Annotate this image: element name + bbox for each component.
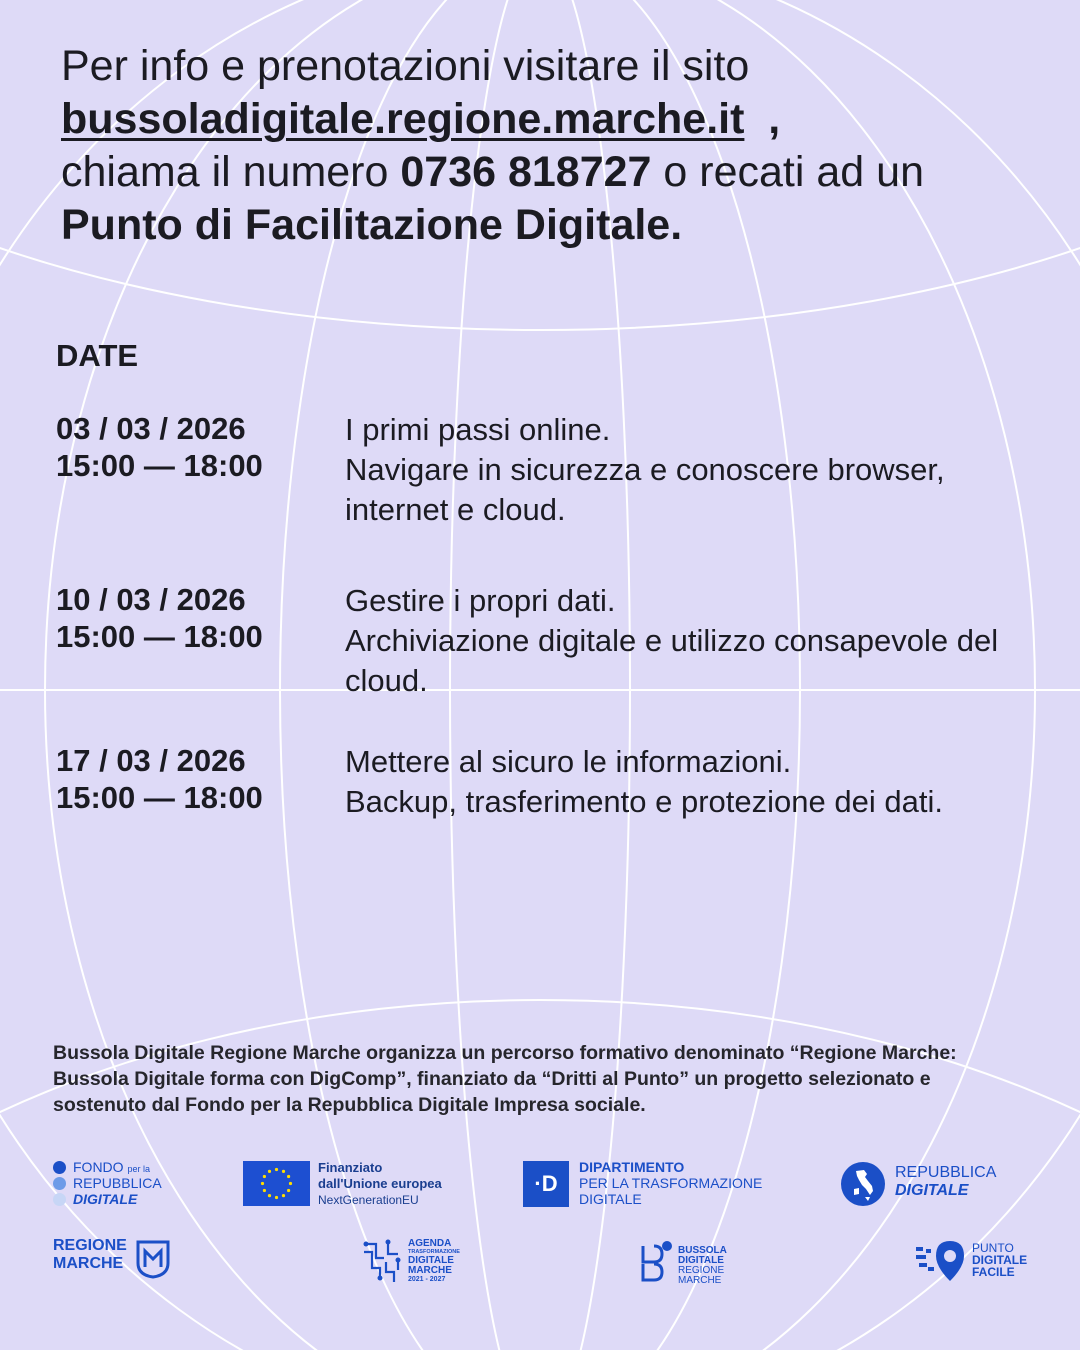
phone-number[interactable]: 0736 818727 — [400, 148, 652, 196]
eu-line1: Finanziato — [318, 1160, 383, 1175]
website-suffix: , — [744, 95, 781, 143]
session-what — [345, 581, 1035, 701]
fondo-line3: DIGITALE — [73, 1191, 138, 1207]
punto-line2: DIGITALE — [972, 1253, 1028, 1267]
session-description: Navigare in sicurezza e conoscere browser, internet e cloud. — [345, 452, 945, 527]
eu-flag-icon — [243, 1161, 310, 1206]
fondo-line1: FONDO — [73, 1159, 124, 1175]
regione-line2: MARCHE — [53, 1255, 124, 1272]
fondo-line1-small: per la — [127, 1164, 150, 1174]
regione-marche-logo — [53, 1237, 183, 1283]
bussola-b-icon — [640, 1240, 674, 1284]
dates-heading: DATE — [56, 338, 139, 373]
agenda-line2: TRASFORMAZIONE — [408, 1249, 460, 1255]
agenda-line4: MARCHE — [408, 1265, 452, 1276]
fondo-repubblica-logo — [53, 1159, 213, 1209]
agenda-line1: AGENDA — [408, 1238, 452, 1249]
bussola-line1: BUSSOLA — [678, 1245, 727, 1256]
session-when — [56, 410, 336, 484]
session-title: Mettere al sicuro le informazioni. — [345, 744, 792, 779]
dot-icon — [53, 1193, 66, 1206]
eu-logo — [243, 1161, 473, 1207]
session-date: 17 / 03 / 2026 — [56, 743, 246, 778]
dipartimento-logo — [523, 1160, 783, 1210]
dipartimento-mark: ·D — [523, 1161, 569, 1207]
intro-line-2 — [61, 93, 1041, 146]
dipartimento-line3: DIGITALE — [579, 1191, 642, 1207]
italy-map-icon — [840, 1161, 886, 1207]
session-time: 15:00 — 18:00 — [56, 780, 263, 815]
session-time: 15:00 — 18:00 — [56, 448, 263, 483]
session-what — [345, 410, 1035, 530]
agenda-line3: DIGITALE — [408, 1255, 454, 1266]
session-time: 15:00 — 18:00 — [56, 619, 263, 654]
bussola-line2: DIGITALE — [678, 1255, 724, 1266]
website-link[interactable]: bussoladigitale.regione.marche.it — [61, 95, 745, 143]
call-suffix: o recati ad un — [651, 148, 924, 196]
fondo-line2: REPUBBLICA — [73, 1175, 162, 1191]
bussola-line4: MARCHE — [678, 1275, 722, 1286]
bussola-digitale-logo — [640, 1240, 740, 1286]
repubblica-line2: DIGITALE — [895, 1182, 969, 1199]
session-when — [56, 581, 336, 655]
intro-line-1: Per info e prenotazioni visitare il sito — [61, 42, 750, 90]
session-title: I primi passi online. — [345, 412, 611, 447]
session-when — [56, 742, 336, 816]
repubblica-digitale-logo — [840, 1161, 1020, 1207]
bussola-line3: REGIONE — [678, 1265, 725, 1276]
intro-block — [61, 40, 1041, 252]
dipartimento-line2: PER LA TRASFORMAZIONE — [579, 1175, 763, 1191]
session-description: Archiviazione digitale e utilizzo consapevole del cloud. — [345, 623, 999, 698]
session-what — [345, 742, 1035, 822]
punto-digitale-facile-logo — [916, 1239, 1036, 1285]
dot-icon — [53, 1177, 66, 1190]
session-description: Backup, trasferimento e protezione dei dati. — [345, 784, 943, 819]
punto-line3: FACILE — [972, 1265, 1015, 1279]
call-prefix: chiama il numero — [61, 148, 401, 196]
dot-icon — [53, 1161, 66, 1174]
session-title: Gestire i propri dati. — [345, 583, 616, 618]
dipartimento-line1: DIPARTIMENTO — [579, 1159, 685, 1175]
m-shield-icon — [135, 1239, 171, 1279]
intro-line-3 — [61, 146, 1041, 199]
session-date: 03 / 03 / 2026 — [56, 411, 246, 446]
session-date: 10 / 03 / 2026 — [56, 582, 246, 617]
agenda-digitale-logo — [362, 1236, 462, 1286]
intro-line-4: Punto di Facilitazione Digitale. — [61, 201, 683, 249]
eu-line2: dall'Unione europea — [318, 1176, 442, 1191]
regione-line1: REGIONE — [53, 1237, 127, 1254]
footer-description: Bussola Digitale Regione Marche organizza un percorso formativo denominato “Regione Marche: Bussola Digitale forma con DigComp”, finanziato da “Dritti al Punto” un progetto selezionato e sostenuto dal Fondo per la Repubblica Digitale Impresa sociale. — [53, 1042, 957, 1116]
pin-icon — [916, 1239, 970, 1285]
eu-line3: NextGenerationEU — [318, 1193, 419, 1207]
punto-line1: PUNTO — [972, 1241, 1014, 1255]
circuit-icon — [362, 1238, 404, 1284]
agenda-line5: 2021 - 2027 — [408, 1276, 446, 1283]
repubblica-line1: REPUBBLICA — [895, 1164, 997, 1181]
